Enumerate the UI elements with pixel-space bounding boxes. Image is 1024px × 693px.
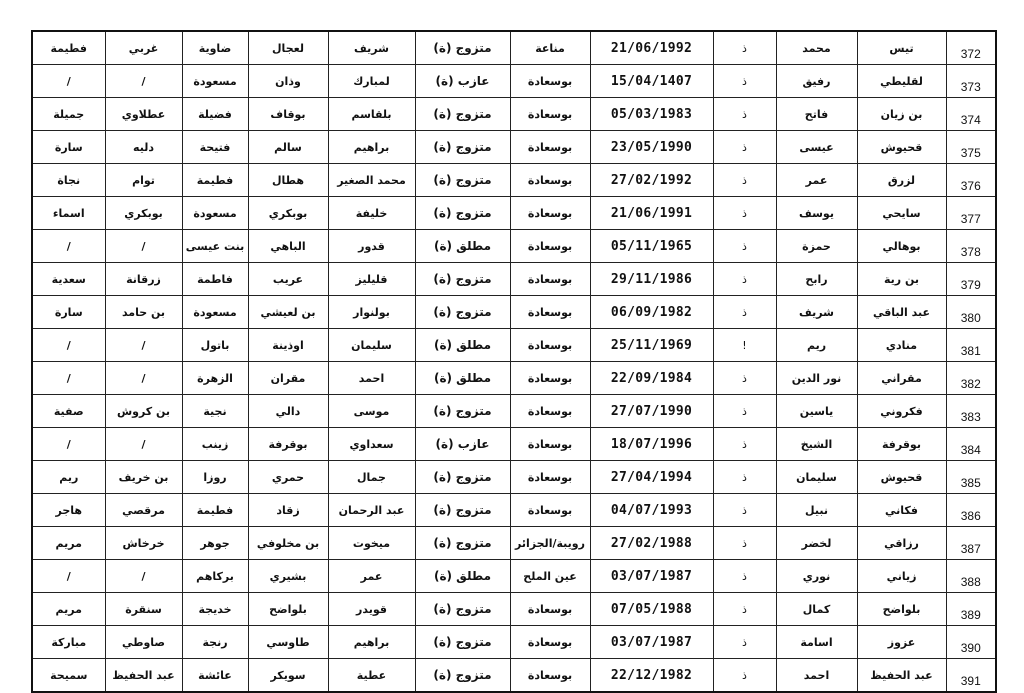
table-row: [32, 197, 996, 230]
cell-birth-place: بوسعادة: [510, 296, 590, 329]
cell-marital-status: متزوج (ة): [415, 98, 510, 131]
cell-sex: ذ: [713, 65, 776, 98]
registry-table: [31, 30, 995, 688]
table-row: [32, 659, 996, 693]
cell-first-name: ياسين: [776, 395, 857, 428]
cell-first-name: اسامة: [776, 626, 857, 659]
table-row: [32, 395, 996, 428]
cell-record-number: 386: [946, 494, 996, 527]
cell-mother-first-name: ريم: [32, 461, 105, 494]
cell-mother-first-name: جميلة: [32, 98, 105, 131]
cell-marital-status: متزوج (ة): [415, 626, 510, 659]
cell-record-number: 391: [946, 659, 996, 693]
cell-first-name: رفيق: [776, 65, 857, 98]
cell-father-mother-name: خديجة: [182, 593, 248, 626]
cell-record-number: 380: [946, 296, 996, 329]
cell-record-number: 388: [946, 560, 996, 593]
cell-father-mother-name: الزهرة: [182, 362, 248, 395]
cell-record-number: 378: [946, 230, 996, 263]
cell-father-first-name: عمر: [328, 560, 415, 593]
cell-mother-last-name: عطلاوي: [105, 98, 182, 131]
cell-father-last-name: وذان: [248, 65, 328, 98]
cell-sex: ذ: [713, 395, 776, 428]
cell-birth-date: 03/07/1987: [590, 560, 713, 593]
cell-sex: ذ: [713, 230, 776, 263]
cell-marital-status: متزوج (ة): [415, 31, 510, 65]
cell-sex: ذ: [713, 593, 776, 626]
table-row: [32, 230, 996, 263]
cell-father-first-name: موسى: [328, 395, 415, 428]
cell-birth-place: بوسعادة: [510, 329, 590, 362]
cell-record-number: 385: [946, 461, 996, 494]
cell-father-first-name: سعداوي: [328, 428, 415, 461]
cell-birth-place: بوسعادة: [510, 593, 590, 626]
cell-father-first-name: شريف: [328, 31, 415, 65]
cell-birth-date: 04/07/1993: [590, 494, 713, 527]
cell-marital-status: متزوج (ة): [415, 164, 510, 197]
cell-father-last-name: بشيري: [248, 560, 328, 593]
cell-birth-date: 21/06/1992: [590, 31, 713, 65]
table-row: [32, 560, 996, 593]
cell-father-mother-name: روزا: [182, 461, 248, 494]
cell-mother-first-name: اسماء: [32, 197, 105, 230]
cell-father-last-name: زقاد: [248, 494, 328, 527]
cell-last-name: مقراني: [857, 362, 946, 395]
cell-mother-first-name: /: [32, 230, 105, 263]
cell-mother-first-name: /: [32, 428, 105, 461]
cell-mother-first-name: سارة: [32, 296, 105, 329]
table-row: [32, 65, 996, 98]
table-row: [32, 527, 996, 560]
cell-father-last-name: طاوسي: [248, 626, 328, 659]
cell-sex: ذ: [713, 527, 776, 560]
cell-sex: ذ: [713, 296, 776, 329]
cell-sex: !: [713, 329, 776, 362]
cell-sex: ذ: [713, 560, 776, 593]
cell-father-mother-name: مسعودة: [182, 197, 248, 230]
cell-father-last-name: سويكر: [248, 659, 328, 693]
cell-birth-place: بوسعادة: [510, 626, 590, 659]
cell-sex: ذ: [713, 197, 776, 230]
cell-birth-date: 05/11/1965: [590, 230, 713, 263]
cell-birth-place: بوسعادة: [510, 362, 590, 395]
cell-last-name: قحيوش: [857, 461, 946, 494]
cell-father-last-name: سالم: [248, 131, 328, 164]
cell-father-mother-name: جوهر: [182, 527, 248, 560]
cell-first-name: الشيخ: [776, 428, 857, 461]
cell-record-number: 387: [946, 527, 996, 560]
cell-mother-first-name: فطيمة: [32, 31, 105, 65]
cell-record-number: 389: [946, 593, 996, 626]
table-row: [32, 263, 996, 296]
cell-father-mother-name: بنت عيسى: [182, 230, 248, 263]
cell-last-name: منادي: [857, 329, 946, 362]
cell-sex: ذ: [713, 461, 776, 494]
cell-first-name: عيسى: [776, 131, 857, 164]
cell-last-name: سايحي: [857, 197, 946, 230]
cell-father-last-name: مقران: [248, 362, 328, 395]
cell-father-last-name: بلواضح: [248, 593, 328, 626]
cell-record-number: 383: [946, 395, 996, 428]
cell-father-last-name: بوقرفة: [248, 428, 328, 461]
cell-father-last-name: حمري: [248, 461, 328, 494]
cell-first-name: ريم: [776, 329, 857, 362]
cell-marital-status: مطلق (ة): [415, 362, 510, 395]
cell-mother-last-name: /: [105, 362, 182, 395]
cell-birth-date: 22/12/1982: [590, 659, 713, 693]
cell-sex: ذ: [713, 428, 776, 461]
cell-birth-date: 27/07/1990: [590, 395, 713, 428]
cell-mother-first-name: مريم: [32, 527, 105, 560]
cell-record-number: 382: [946, 362, 996, 395]
cell-mother-first-name: سارة: [32, 131, 105, 164]
cell-father-first-name: عبد الرحمان: [328, 494, 415, 527]
cell-sex: ذ: [713, 659, 776, 693]
cell-record-number: 381: [946, 329, 996, 362]
cell-first-name: فاتح: [776, 98, 857, 131]
cell-father-mother-name: نجية: [182, 395, 248, 428]
cell-birth-place: بوسعادة: [510, 263, 590, 296]
cell-father-mother-name: مسعودة: [182, 296, 248, 329]
cell-father-mother-name: زينب: [182, 428, 248, 461]
cell-birth-place: بوسعادة: [510, 164, 590, 197]
cell-last-name: بوقرفة: [857, 428, 946, 461]
cell-first-name: نور الدين: [776, 362, 857, 395]
cell-father-last-name: لعجال: [248, 31, 328, 65]
cell-mother-last-name: سنقرة: [105, 593, 182, 626]
cell-marital-status: متزوج (ة): [415, 296, 510, 329]
cell-father-mother-name: باتول: [182, 329, 248, 362]
cell-mother-last-name: عبد الحفيظ: [105, 659, 182, 693]
cell-last-name: قحيوش: [857, 131, 946, 164]
cell-father-mother-name: فتيحة: [182, 131, 248, 164]
cell-father-first-name: خليفة: [328, 197, 415, 230]
cell-mother-last-name: مرقصي: [105, 494, 182, 527]
cell-marital-status: مطلق (ة): [415, 230, 510, 263]
cell-mother-first-name: سعدية: [32, 263, 105, 296]
cell-mother-last-name: خرخاش: [105, 527, 182, 560]
cell-mother-last-name: زرقانة: [105, 263, 182, 296]
cell-sex: ذ: [713, 31, 776, 65]
cell-marital-status: متزوج (ة): [415, 494, 510, 527]
cell-birth-place: بوسعادة: [510, 65, 590, 98]
table-row: [32, 164, 996, 197]
cell-birth-date: 23/05/1990: [590, 131, 713, 164]
cell-father-first-name: قدور: [328, 230, 415, 263]
cell-birth-place: عين الملح: [510, 560, 590, 593]
cell-mother-last-name: /: [105, 560, 182, 593]
cell-last-name: رزاقي: [857, 527, 946, 560]
cell-last-name: بن زيان: [857, 98, 946, 131]
cell-birth-date: 27/02/1992: [590, 164, 713, 197]
cell-first-name: رابح: [776, 263, 857, 296]
cell-mother-first-name: /: [32, 362, 105, 395]
cell-father-mother-name: فطيمة: [182, 164, 248, 197]
cell-birth-date: 07/05/1988: [590, 593, 713, 626]
cell-birth-date: 06/09/1982: [590, 296, 713, 329]
cell-record-number: 372: [946, 31, 996, 65]
cell-last-name: فكاني: [857, 494, 946, 527]
table-row: [32, 131, 996, 164]
cell-sex: ذ: [713, 626, 776, 659]
cell-mother-first-name: /: [32, 329, 105, 362]
cell-last-name: زياني: [857, 560, 946, 593]
cell-birth-date: 27/02/1988: [590, 527, 713, 560]
cell-father-first-name: بولنوار: [328, 296, 415, 329]
cell-mother-first-name: سميحة: [32, 659, 105, 693]
cell-marital-status: مطلق (ة): [415, 560, 510, 593]
cell-record-number: 377: [946, 197, 996, 230]
cell-mother-last-name: بوبكري: [105, 197, 182, 230]
cell-first-name: سليمان: [776, 461, 857, 494]
cell-first-name: عمر: [776, 164, 857, 197]
cell-last-name: بن رية: [857, 263, 946, 296]
cell-marital-status: عازب (ة): [415, 428, 510, 461]
cell-father-first-name: احمد: [328, 362, 415, 395]
table-row: [32, 626, 996, 659]
cell-birth-date: 22/09/1984: [590, 362, 713, 395]
cell-mother-last-name: توام: [105, 164, 182, 197]
cell-father-first-name: ميخوت: [328, 527, 415, 560]
cell-birth-place: بوسعادة: [510, 461, 590, 494]
cell-birth-place: بوسعادة: [510, 98, 590, 131]
cell-record-number: 390: [946, 626, 996, 659]
cell-birth-place: بوسعادة: [510, 131, 590, 164]
cell-mother-first-name: مباركة: [32, 626, 105, 659]
cell-birth-place: بوسعادة: [510, 494, 590, 527]
table-row: [32, 296, 996, 329]
cell-father-last-name: بن لعيشي: [248, 296, 328, 329]
cell-father-first-name: عطية: [328, 659, 415, 693]
cell-mother-first-name: نجاة: [32, 164, 105, 197]
cell-mother-last-name: /: [105, 329, 182, 362]
cell-first-name: محمد: [776, 31, 857, 65]
cell-birth-date: 27/04/1994: [590, 461, 713, 494]
cell-birth-place: رويبة/الجزائر: [510, 527, 590, 560]
cell-father-mother-name: رنجة: [182, 626, 248, 659]
cell-father-first-name: بلقاسم: [328, 98, 415, 131]
cell-birth-place: بوسعادة: [510, 230, 590, 263]
cell-father-last-name: بن مخلوفي: [248, 527, 328, 560]
cell-father-last-name: الباهي: [248, 230, 328, 263]
cell-sex: ذ: [713, 131, 776, 164]
cell-last-name: لقليطي: [857, 65, 946, 98]
cell-first-name: نبيل: [776, 494, 857, 527]
cell-father-mother-name: فضيلة: [182, 98, 248, 131]
cell-father-last-name: هطال: [248, 164, 328, 197]
records-table: [31, 30, 997, 693]
cell-mother-last-name: /: [105, 65, 182, 98]
cell-sex: ذ: [713, 494, 776, 527]
cell-birth-place: بوسعادة: [510, 197, 590, 230]
cell-father-last-name: بوبكري: [248, 197, 328, 230]
cell-marital-status: عازب (ة): [415, 65, 510, 98]
cell-last-name: بلواضح: [857, 593, 946, 626]
cell-father-mother-name: فطيمة: [182, 494, 248, 527]
cell-last-name: لزرق: [857, 164, 946, 197]
cell-mother-last-name: صاوطي: [105, 626, 182, 659]
cell-birth-date: 21/06/1991: [590, 197, 713, 230]
cell-father-first-name: لمبارك: [328, 65, 415, 98]
cell-marital-status: متزوج (ة): [415, 395, 510, 428]
cell-last-name: عبد الباقي: [857, 296, 946, 329]
cell-mother-last-name: بن حامد: [105, 296, 182, 329]
cell-first-name: كمال: [776, 593, 857, 626]
cell-birth-date: 18/07/1996: [590, 428, 713, 461]
cell-last-name: فكروني: [857, 395, 946, 428]
cell-father-first-name: قويدر: [328, 593, 415, 626]
cell-father-last-name: عريب: [248, 263, 328, 296]
cell-birth-place: بوسعادة: [510, 659, 590, 693]
cell-mother-last-name: بن خريف: [105, 461, 182, 494]
cell-father-mother-name: مسعودة: [182, 65, 248, 98]
cell-last-name: عزوز: [857, 626, 946, 659]
cell-birth-place: بوسعادة: [510, 395, 590, 428]
cell-birth-date: 15/04/1407: [590, 65, 713, 98]
cell-marital-status: متزوج (ة): [415, 527, 510, 560]
cell-father-last-name: دالي: [248, 395, 328, 428]
cell-first-name: لخضر: [776, 527, 857, 560]
cell-record-number: 384: [946, 428, 996, 461]
cell-father-mother-name: بركاهم: [182, 560, 248, 593]
cell-marital-status: متزوج (ة): [415, 197, 510, 230]
table-row: [32, 362, 996, 395]
cell-marital-status: متزوج (ة): [415, 659, 510, 693]
cell-marital-status: متزوج (ة): [415, 263, 510, 296]
table-row: [32, 31, 996, 65]
cell-marital-status: متزوج (ة): [415, 131, 510, 164]
cell-first-name: نوري: [776, 560, 857, 593]
cell-father-first-name: جمال: [328, 461, 415, 494]
cell-record-number: 374: [946, 98, 996, 131]
table-row: [32, 98, 996, 131]
cell-father-mother-name: عائشة: [182, 659, 248, 693]
cell-birth-date: 03/07/1987: [590, 626, 713, 659]
cell-first-name: احمد: [776, 659, 857, 693]
cell-mother-last-name: دليه: [105, 131, 182, 164]
cell-sex: ذ: [713, 263, 776, 296]
cell-record-number: 373: [946, 65, 996, 98]
cell-birth-date: 25/11/1969: [590, 329, 713, 362]
cell-father-mother-name: ضاوية: [182, 31, 248, 65]
cell-father-last-name: بوقاف: [248, 98, 328, 131]
cell-father-first-name: براهيم: [328, 626, 415, 659]
cell-father-last-name: اوذينة: [248, 329, 328, 362]
cell-father-first-name: براهيم: [328, 131, 415, 164]
cell-marital-status: متزوج (ة): [415, 461, 510, 494]
cell-birth-place: مناعة: [510, 31, 590, 65]
cell-last-name: عبد الحفيظ: [857, 659, 946, 693]
table-row: [32, 329, 996, 362]
cell-record-number: 376: [946, 164, 996, 197]
cell-father-first-name: سليمان: [328, 329, 415, 362]
table-row: [32, 428, 996, 461]
cell-birth-date: 29/11/1986: [590, 263, 713, 296]
cell-sex: ذ: [713, 362, 776, 395]
cell-first-name: يوسف: [776, 197, 857, 230]
cell-marital-status: مطلق (ة): [415, 329, 510, 362]
cell-first-name: حمزة: [776, 230, 857, 263]
cell-record-number: 375: [946, 131, 996, 164]
cell-mother-last-name: /: [105, 428, 182, 461]
cell-birth-place: بوسعادة: [510, 428, 590, 461]
cell-mother-last-name: /: [105, 230, 182, 263]
table-row: [32, 461, 996, 494]
cell-last-name: تيس: [857, 31, 946, 65]
cell-mother-first-name: مريم: [32, 593, 105, 626]
cell-sex: ذ: [713, 98, 776, 131]
cell-last-name: بوهالي: [857, 230, 946, 263]
cell-mother-first-name: /: [32, 560, 105, 593]
cell-marital-status: متزوج (ة): [415, 593, 510, 626]
cell-birth-date: 05/03/1983: [590, 98, 713, 131]
cell-sex: ذ: [713, 164, 776, 197]
cell-mother-last-name: بن كروش: [105, 395, 182, 428]
cell-father-mother-name: فاطمة: [182, 263, 248, 296]
cell-mother-first-name: صفية: [32, 395, 105, 428]
table-row: [32, 494, 996, 527]
cell-record-number: 379: [946, 263, 996, 296]
cell-father-first-name: قليليز: [328, 263, 415, 296]
cell-first-name: شريف: [776, 296, 857, 329]
cell-mother-last-name: غربي: [105, 31, 182, 65]
cell-mother-first-name: هاجر: [32, 494, 105, 527]
cell-father-first-name: محمد الصغير: [328, 164, 415, 197]
table-row: [32, 593, 996, 626]
cell-mother-first-name: /: [32, 65, 105, 98]
